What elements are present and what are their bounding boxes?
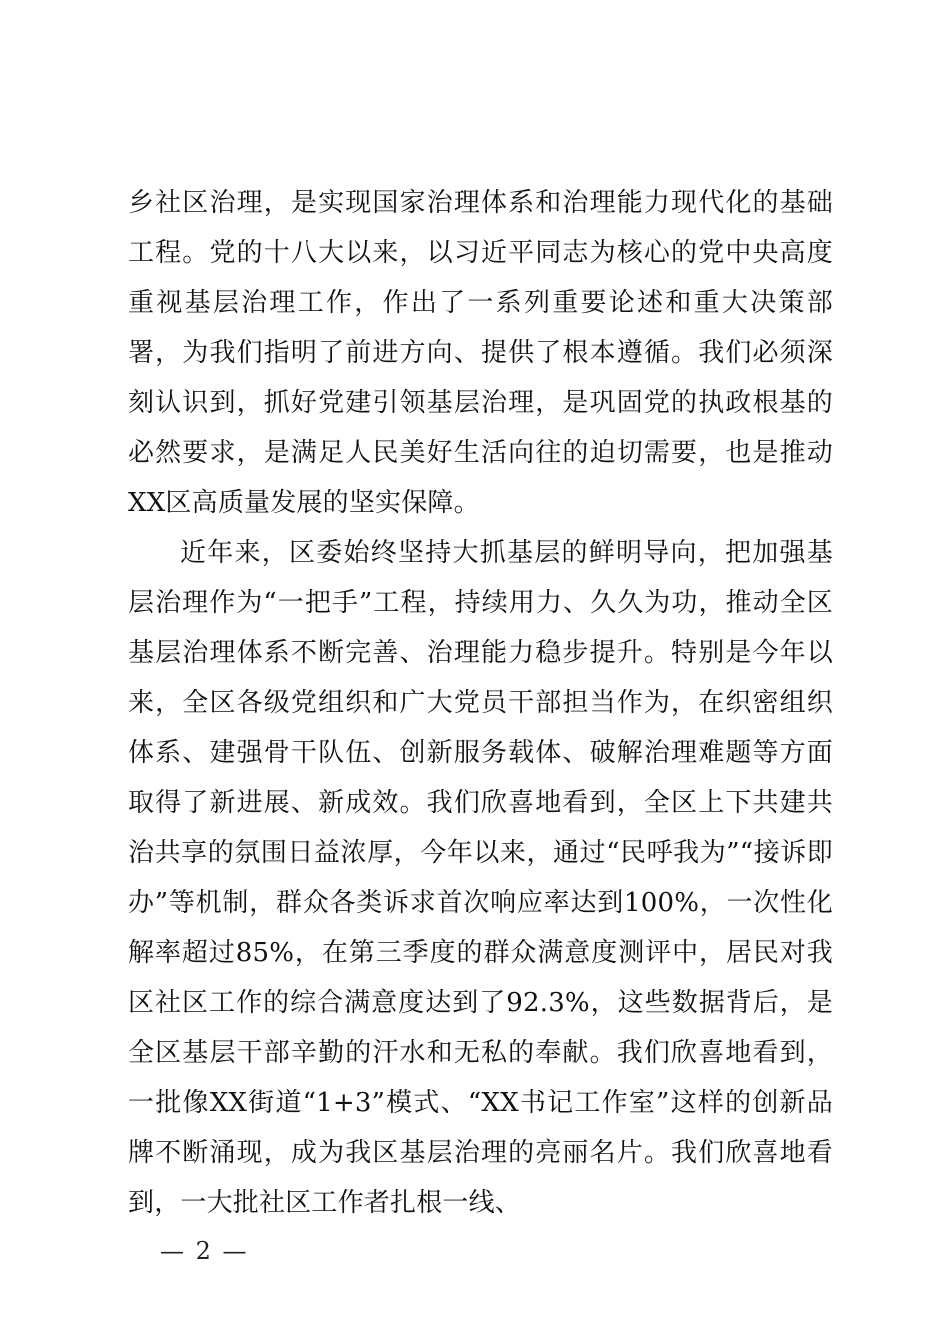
paragraph-1: 乡社区治理，是实现国家治理体系和治理能力现代化的基础工程。党的十八大以来，以习近平同志为核心的党中央高度重视基层治理工作，作出了一系列重要论述和重大决策部署，为我们指明了前进方向、提供了根本遵循。我们必须深刻认识到，抓好党建引领基层治理，是巩固党的执政根基的必然要求，是满足人民美好生活向往的迫切需要，也是推动XX区高质量发展的坚实保障。 — [128, 188, 833, 518]
body-text — [128, 178, 833, 1228]
paragraph-2: 近年来，区委始终坚持大抓基层的鲜明导向，把加强基层治理作为“一把手”工程，持续用力、久久为功，推动全区基层治理体系不断完善、治理能力稳步提升。特别是今年以来，全区各级党组织和广大党员干部担当作为，在织密组织体系、建强骨干队伍、创新服务载体、破解治理难题等方面取得了新进展、新成效。我们欣喜地看到，全区上下共建共治共享的氛围日益浓厚，今年以来，通过“民呼我为”“接诉即办”等机制，群众各类诉求首次响应率达到100%，一次性化解率超过85%，在第三季度的群众满意度测评中，居民对我区社区工作的综合满意度达到了92.3%，这些数据背后，是全区基层干部辛勤的汗水和无私的奉献。我们欣喜地看到，一批像XX街道“1+3”模式、“XX书记工作室”这样的创新品牌不断涌现，成为我区基层治理的亮丽名片。我们欣喜地看到，一大批社区工作者扎根一线、 — [128, 538, 833, 1218]
page-number: — 2 — — [160, 1237, 249, 1265]
